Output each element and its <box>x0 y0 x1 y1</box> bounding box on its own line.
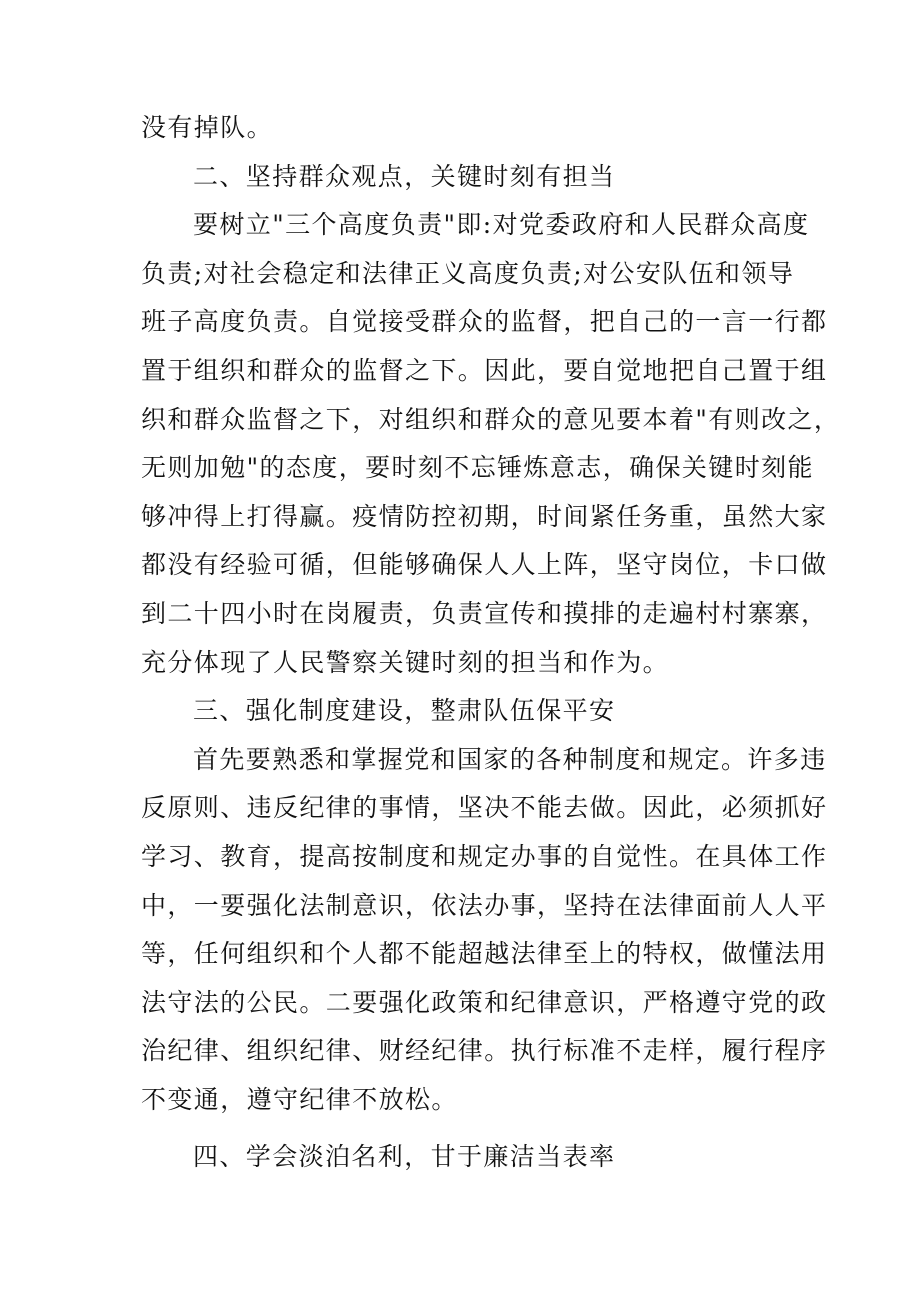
paragraph-line: 反原则、违反纪律的事情，坚决不能去做。因此，必须抓好 <box>141 793 828 823</box>
paragraph-line: 够冲得上打得赢。疫情防控初期，时间紧任务重，虽然大家 <box>141 501 828 531</box>
section-heading-2: 二、坚持群众观点，关键时刻有担当 <box>193 161 616 191</box>
section-heading-3: 三、强化制度建设，整肃队伍保平安 <box>193 696 616 726</box>
spacer <box>141 1124 781 1133</box>
paragraph-line: 充分体现了人民警察关键时刻的担当和作为。 <box>141 647 670 677</box>
paragraph-line: 织和群众监督之下，对组织和群众的意见要本着"有则改之， <box>141 404 841 434</box>
paragraph-line: 置于组织和群众的监督之下。因此，要自觉地把自己置于组 <box>141 355 828 385</box>
paragraph-line: 等，任何组织和个人都不能超越法律至上的特权，做懂法用 <box>141 939 828 969</box>
paragraph-line: 班子高度负责。自觉接受群众的监督，把自己的一言一行都 <box>141 307 828 337</box>
paragraph-line: 要树立"三个高度负责"即:对党委政府和人民群众高度 <box>193 210 810 240</box>
paragraph-line: 首先要熟悉和掌握党和国家的各种制度和规定。许多违 <box>193 744 827 774</box>
paragraph-line: 中，一要强化法制意识，依法办事，坚持在法律面前人人平 <box>141 890 828 920</box>
paragraph-line: 没有掉队。 <box>141 113 274 142</box>
section-heading-4: 四、学会淡泊名利，甘于廉洁当表率 <box>193 1142 616 1172</box>
paragraph-line: 负责;对社会稳定和法律正义高度负责;对公安队伍和领导 <box>141 258 795 288</box>
paragraph-line: 不变通，遵守纪律不放松。 <box>141 1084 458 1114</box>
paragraph-line: 到二十四小时在岗履责，负责宣传和摸排的走遍村村寨寨， <box>141 598 828 628</box>
paragraph-line: 治纪律、组织纪律、财经纪律。执行标准不走样，履行程序 <box>141 1036 828 1066</box>
document-body <box>141 104 841 1182</box>
paragraph-line: 法守法的公民。二要强化政策和纪律意识，严格遵守党的政 <box>141 987 828 1017</box>
paragraph-line: 都没有经验可循，但能够确保人人上阵，坚守岗位，卡口做 <box>141 550 828 580</box>
paragraph-line: 无则加勉"的态度，要时刻不忘锤炼意志，确保关键时刻能 <box>141 453 814 483</box>
paragraph-line: 学习、教育，提高按制度和规定办事的自觉性。在具体工作 <box>141 841 828 871</box>
